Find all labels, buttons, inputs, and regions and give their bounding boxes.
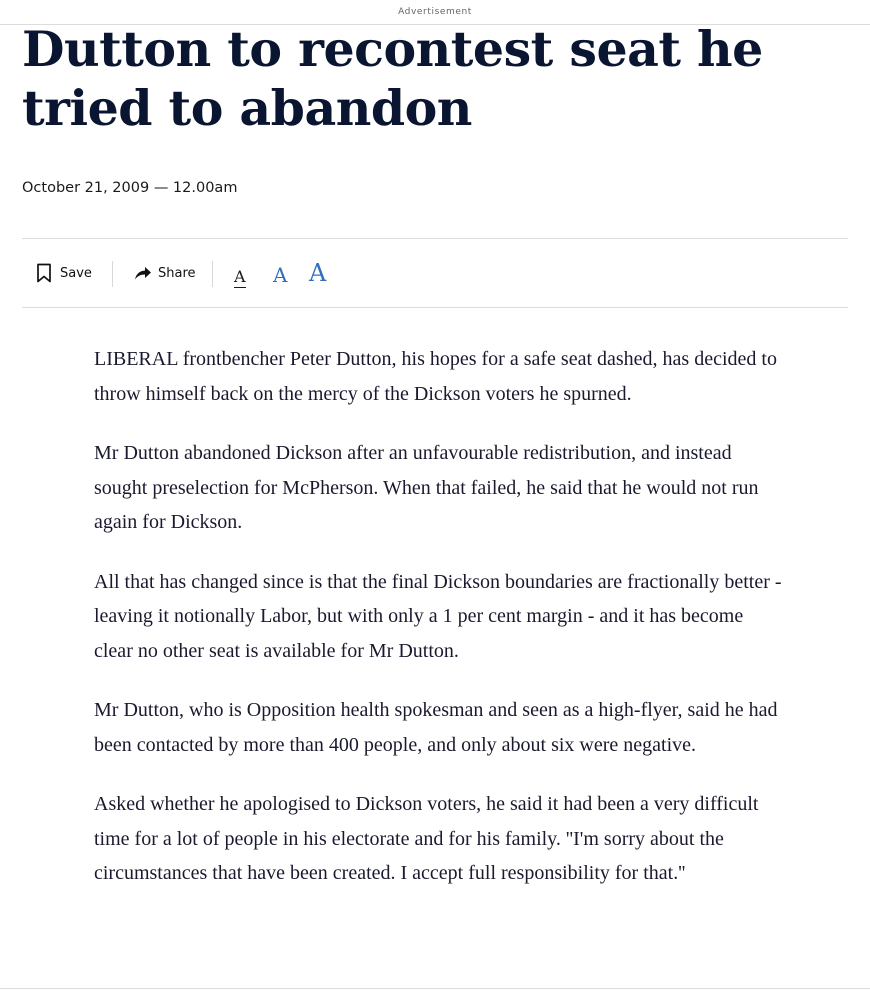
font-size-small-button[interactable]: A (234, 267, 246, 286)
font-size-large-button[interactable]: A (309, 259, 327, 287)
bookmark-icon (36, 263, 52, 283)
save-label: Save (60, 265, 92, 281)
toolbar-divider (212, 261, 213, 287)
article-paragraph: Mr Dutton, who is Opposition health spokesman and seen as a high-flyer, said he had been contacted by more than 400 people, and only about six were negative. (94, 699, 778, 756)
share-label: Share (158, 265, 196, 281)
bottom-divider (0, 988, 870, 989)
article-paragraph: Asked whether he apologised to Dickson voters, he said it had been a very difficult time for a lot of people in his electorate and for his family. ''I'm sorry about the circumstances that have been created. I accept full responsibility for that.'' (94, 793, 759, 884)
font-size-medium-button[interactable]: A (273, 263, 288, 287)
article-paragraph: Mr Dutton abandoned Dickson after an unfavourable redistribution, and instead sought preselection for McPherson. When that failed, he said that he would not run again for Dickson. (94, 442, 759, 533)
article-dateline: October 21, 2009 — 12.00am (22, 180, 238, 196)
article-paragraph: All that has changed since is that the final Dickson boundaries are fractionally better - leaving it notionally Labor, but with only a 1 per cent margin - and it has become clear no other seat is available for Mr Dutton. (94, 570, 782, 662)
share-arrow-icon (134, 265, 152, 281)
article-headline: Dutton to recontest seat he tried to abandon (22, 20, 763, 137)
share-button[interactable] (134, 239, 196, 307)
article-body (94, 342, 784, 916)
article-toolbar (22, 238, 848, 308)
toolbar-divider (112, 261, 113, 287)
save-button[interactable] (36, 239, 92, 307)
article-paragraph: LIBERAL frontbencher Peter Dutton, his hopes for a safe seat dashed, has decided to throw himself back on the mercy of the Dickson voters he spurned. (94, 348, 777, 405)
advertisement-label: Advertisement (0, 0, 870, 25)
